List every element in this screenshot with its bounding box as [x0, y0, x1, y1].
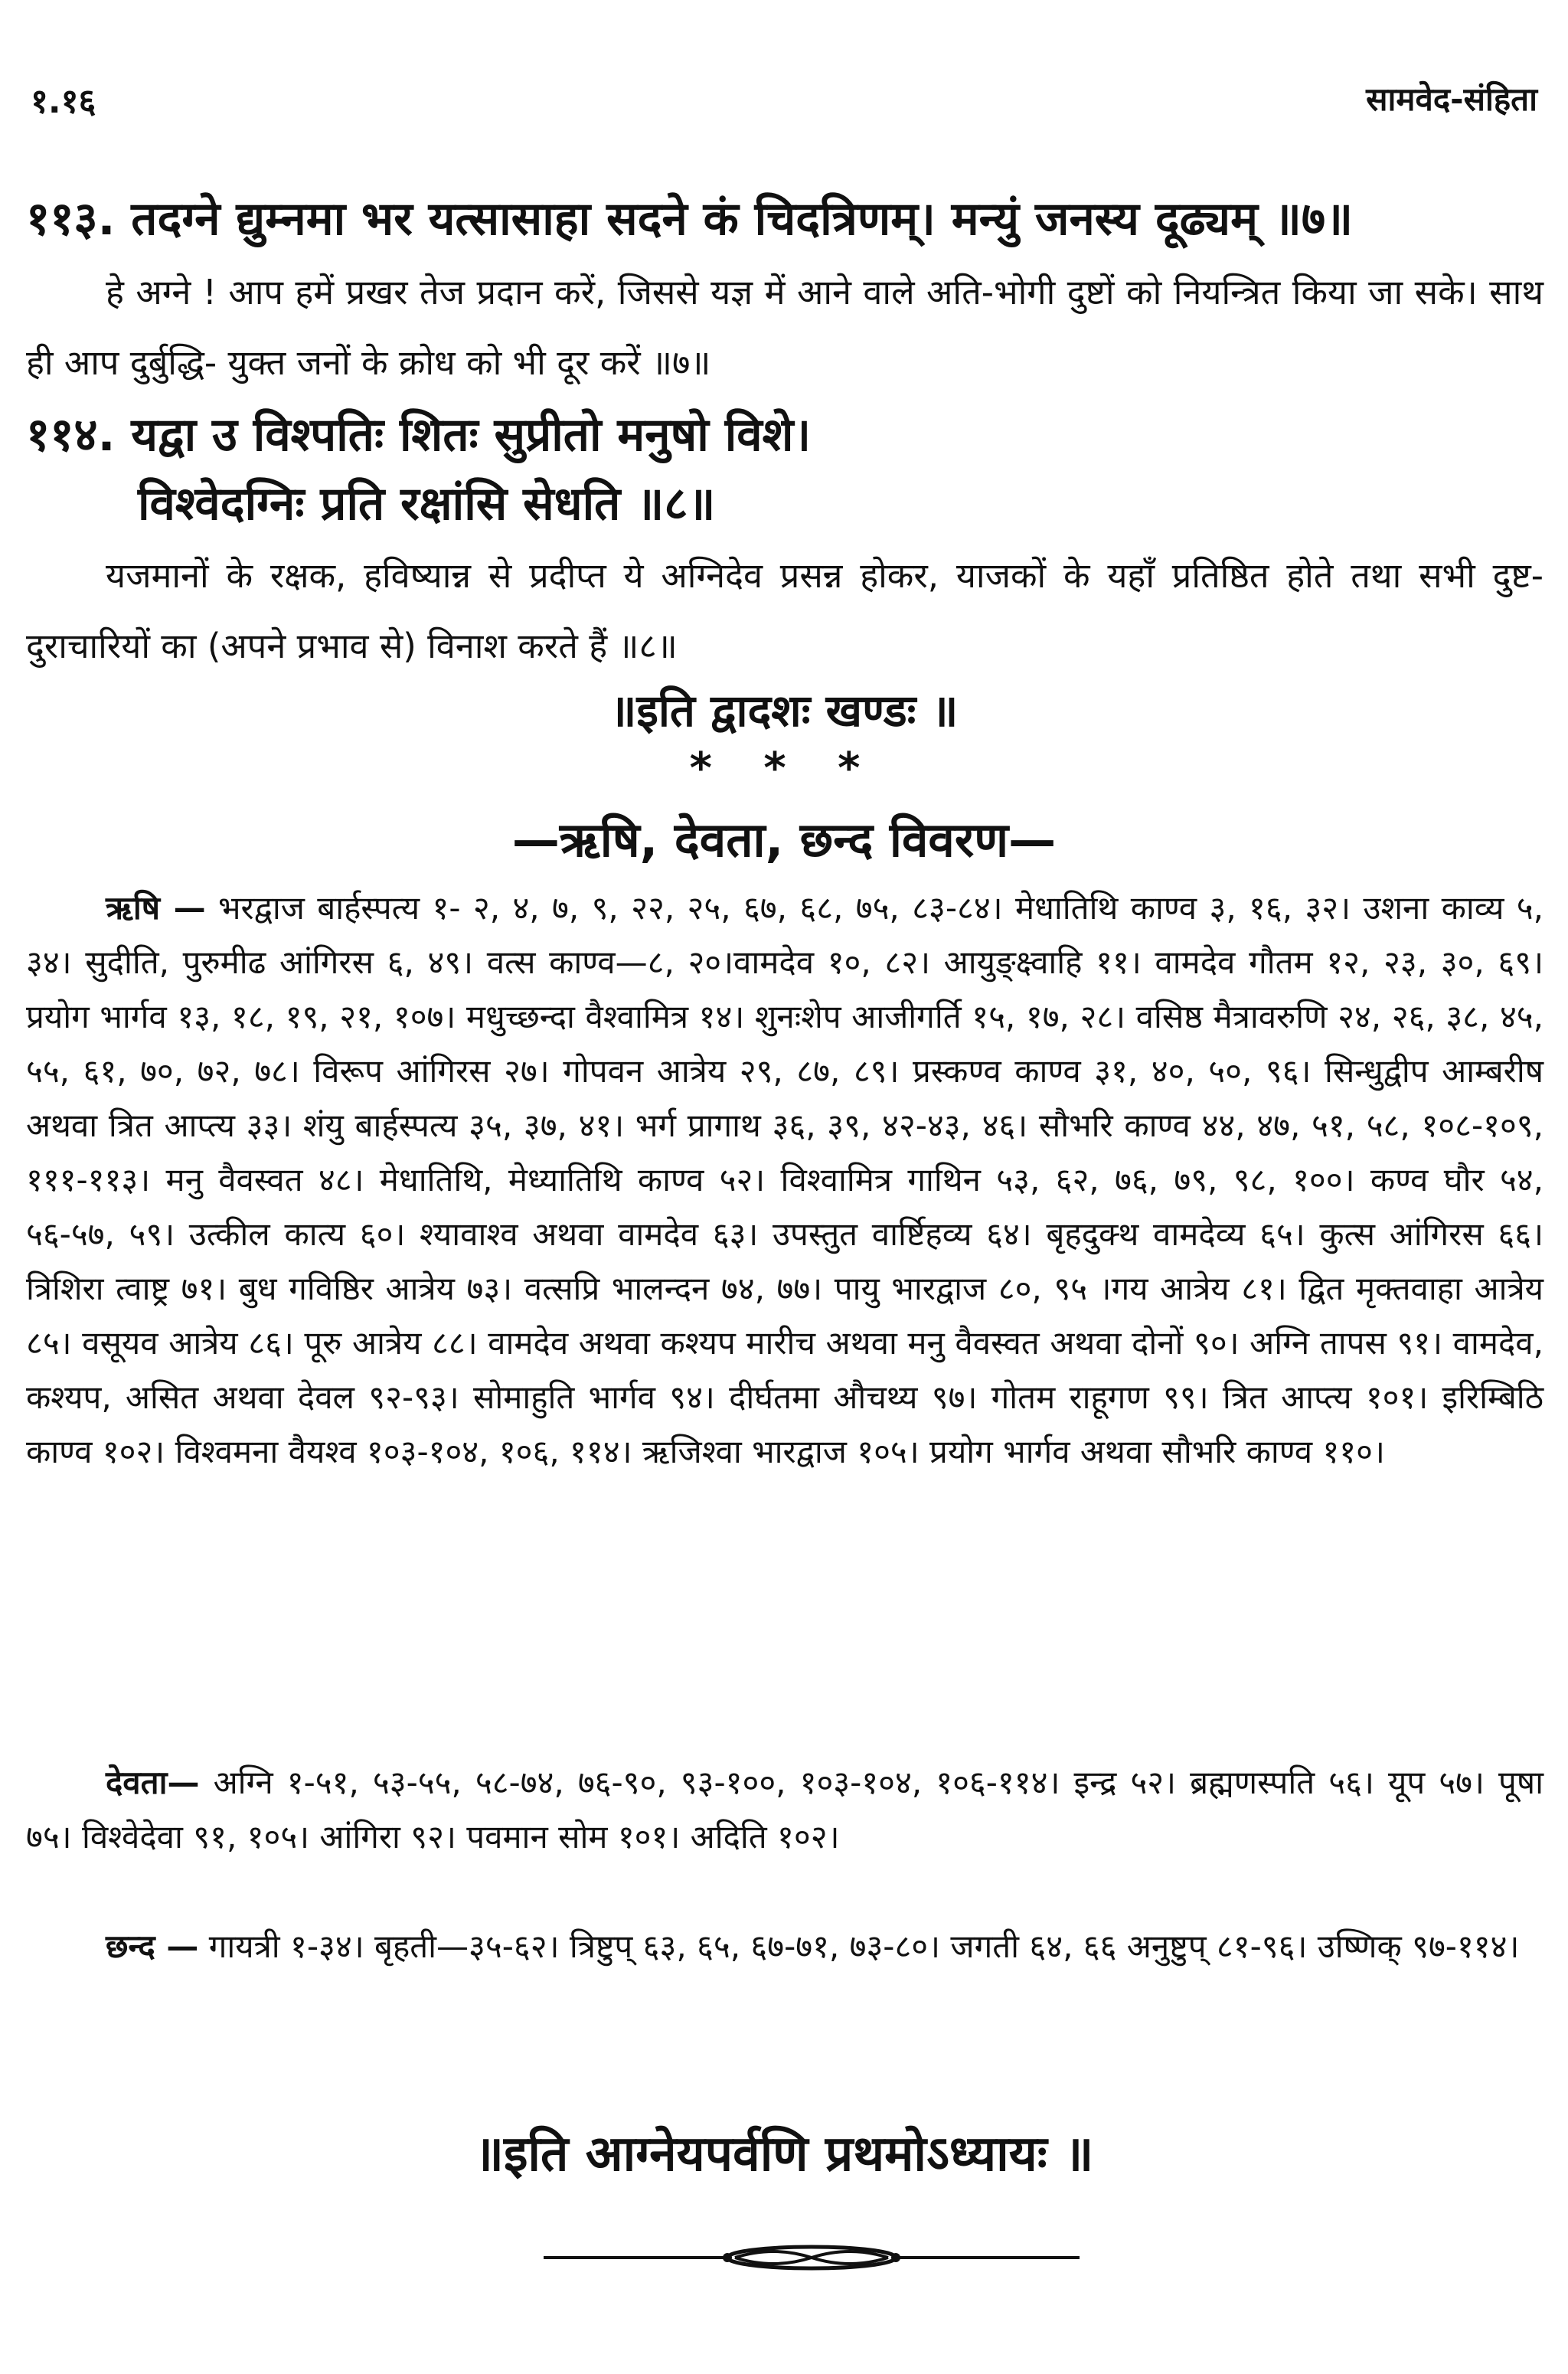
devata-list — [26, 1755, 1544, 1864]
chapter-closing: ॥इति आग्नेयपर्वणि प्रथमोऽध्यायः ॥ — [474, 2126, 1094, 2183]
section-stars: * * * — [689, 744, 879, 793]
page-number: १.१६ — [31, 82, 96, 121]
devata-label: देवता— — [106, 1764, 200, 1801]
end-ornament — [544, 2242, 1080, 2273]
chhanda-list — [26, 1919, 1544, 1973]
verse-114-translation — [26, 541, 1544, 682]
page-header — [31, 77, 1537, 130]
verse-113-translation-text: हे अग्ने ! आप हमें प्रखर तेज प्रदान करें, जिससे यज्ञ में आने वाले अति-भोगी दुष्टों को नियन्त्रित किया जा सके। साथ ही आप दुर्बुद्धि- युक्त जनों के क्रोध को भी दूर करें ॥७॥ — [26, 272, 1544, 383]
section-heading: —ऋषि, देवता, छन्द विवरण— — [511, 812, 1057, 868]
rishi-label: ऋषि — — [106, 889, 206, 927]
chhanda-label: छन्द — — [106, 1928, 199, 1965]
verse-114-line1: ११४. यद्वा उ विश्पतिः शितः सुप्रीतो मनुषो विशे। — [26, 408, 812, 462]
verse-113: ११३. तदग्ने द्युम्नमा भर यत्सासाहा सदने कं चिदत्रिणम्। मन्युं जनस्य दूढ्यम् ॥७॥ — [26, 192, 1354, 246]
rishi-list — [26, 881, 1544, 1479]
khanda-end: ॥इति द्वादशः खण्डः ॥ — [609, 685, 959, 737]
verse-114-line2: विश्वेदग्निः प्रति रक्षांसि सेधति ॥८॥ — [138, 477, 716, 531]
verse-114-translation-text: यजमानों के रक्षक, हविष्यान्न से प्रदीप्त ये अग्निदेव प्रसन्न होकर, याजकों के यहाँ प्रतिष्ठित होते तथा सभी दुष्ट-दुराचारियों का (अपने प्रभाव से) विनाश करते हैं ॥८॥ — [26, 555, 1544, 666]
rishi-text: भरद्वाज बार्हस्पत्य १- २, ४, ७, ९, २२, २५, ६७, ६८, ७५, ८३-८४। मेधातिथि काण्व ३, १६, ३२। उशना काव्य ५, ३४। सुदीति, पुरुमीढ आंगिरस ६, ४९। वत्स काण्व—८, २०।वामदेव १०, ८२। आयुङ्क्ष्वाहि ११। वामदेव गौतम १२, २३, ३०, ६९। प्रयोग भार्गव १३, १८, १९, २१, १०७। मधुच्छन्दा वैश्वामित्र १४। शुनःशेप आजीगर्ति १५, १७, २८। वसिष्ठ मैत्रावरुणि २४, २६, ३८, ४५, ५५, ६१, ७०, ७२, ७८। विरूप आंगिरस २७। गोपवन आत्रेय २९, ८७, ८९। प्रस्कण्व काण्व ३१, ४०, ५०, ९६। सिन्धुद्वीप आम्बरीष अथवा त्रित आप्त्य ३३। शंयु बार्हस्पत्य ३५, ३७, ४१। भर्ग प्रागाथ ३६, ३९, ४२-४३, ४६। सौभरि काण्व ४४, ४७, ५१, ५८, १०८-१०९, १११-११३। मनु वैवस्वत ४८। मेधातिथि, मेध्यातिथि काण्व ५२। विश्वामित्र गाथिन ५३, ६२, ७६, ७९, ९८, १००। कण्व घौर ५४, ५६-५७, ५९। उत्कील कात्य ६०। श्यावाश्व अथवा वामदेव ६३। उपस्तुत वार्ष्टिहव्य ६४। बृहदुक्थ वामदेव्य ६५। कुत्स आंगिरस ६६। त्रिशिरा त्वाष्ट्र ७१। बुध गविष्ठिर आत्रेय ७३। वत्सप्रि भालन्दन ७४, ७७। पायु भारद्वाज ८०, ९५ ।गय आत्रेय ८१। द्वित मृक्तवाहा आत्रेय ८५। वसूयव आत्रेय ८६। पूरु आत्रेय ८८। वामदेव अथवा कश्यप मारीच अथवा मनु वैवस्वत अथवा दोनों ९०। अग्नि तापस ९१। वामदेव, कश्यप, असित अथवा देवल ९२-९३। सोमाहुति भार्गव ९४। दीर्घतमा औचथ्य ९७। गोतम राहूगण ९९। त्रित आप्त्य १०१। इरिम्बिठि काण्व १०२। विश्वमना वैयश्व १०३-१०४, १०६, ११४। ऋजिश्वा भारद्वाज १०५। प्रयोग भार्गव अथवा सौभरि काण्व ११०। — [26, 889, 1544, 1470]
running-title: सामवेद-संहिता — [1366, 80, 1537, 118]
devata-text: अग्नि १-५१, ५३-५५, ५८-७४, ७६-९०, ९३-१००, १०३-१०४, १०६-११४। इन्द्र ५२। ब्रह्मणस्पति ५६। यूप ५७। पूषा ७५। विश्वेदेवा ९१, १०५। आंगिरा ९२। पवमान सोम १०१। अदिति १०२। — [26, 1764, 1544, 1856]
chhanda-text: गायत्री १-३४। बृहती—३५-६२। त्रिष्टुप् ६३, ६५, ६७-७१, ७३-८०। जगती ६४, ६६ अनुष्टुप् ८१-९६। उष्णिक् ९७-११४। — [208, 1928, 1520, 1965]
verse-113-translation — [26, 257, 1544, 398]
